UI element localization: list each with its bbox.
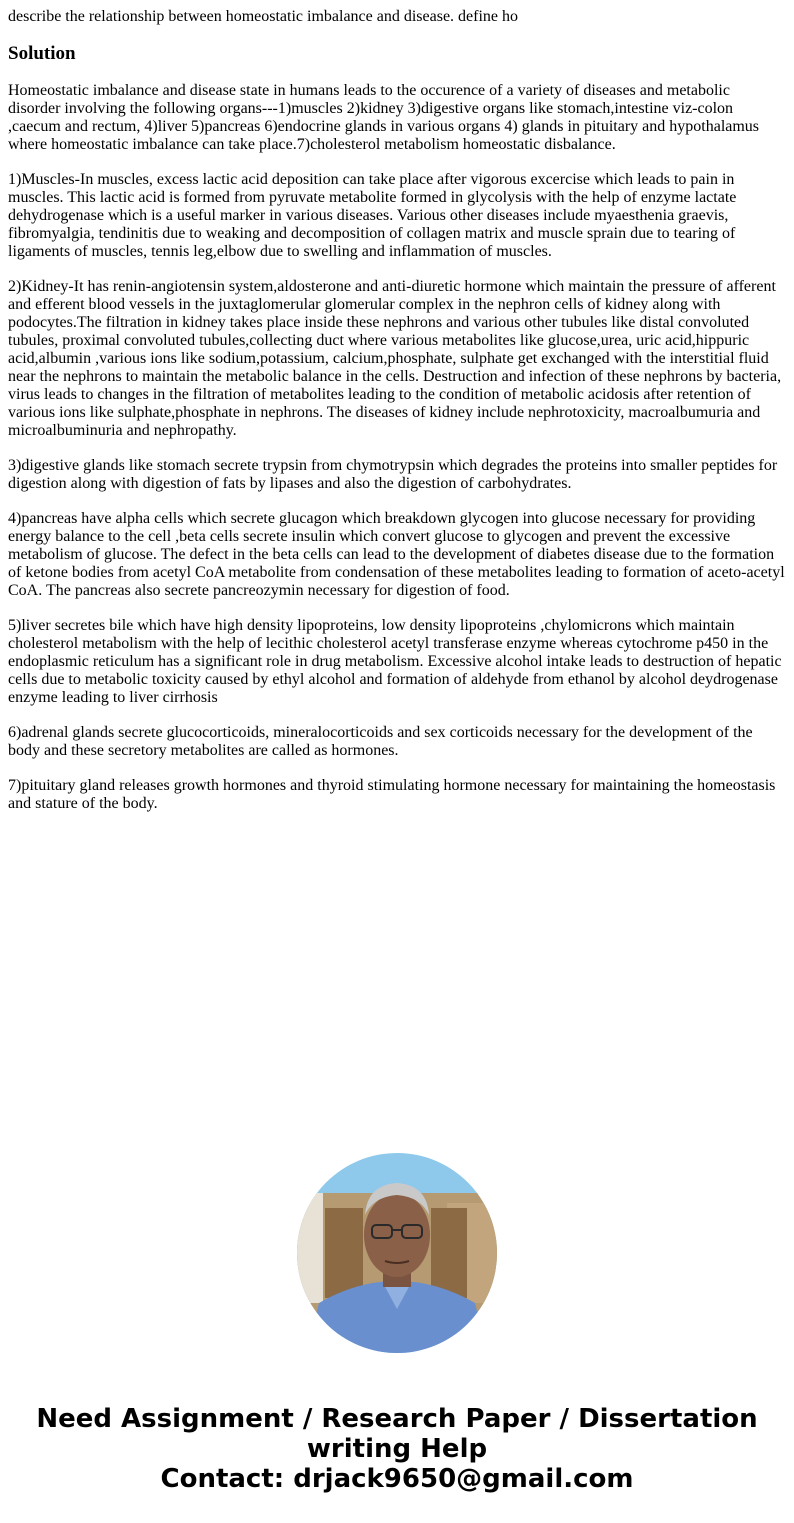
author-avatar <box>297 1153 497 1353</box>
solution-paragraph: Homeostatic imbalance and disease state in humans leads to the occurence of a variety of diseases and metabolic disorder involving the following organs---1)muscles 2)kidney 3)digestive organs like stomach,intestine viz-colon ,caecum and rectum, 4)liver 5)pancreas 6)endocrine glands in various organs 4) glands in pituitary and hypothalamus where homeostatic imbalance can take place.7)cholesterol metabolism homeostatic disbalance. <box>8 82 760 153</box>
solution-paragraph: 1)Muscles-In muscles, excess lactic acid deposition can take place after vigorous excercise which leads to pain in muscles. This lactic acid is formed from pyruvate metabolite formed in glycolysis with the help of enzyme lactate dehydrogenase which is a useful marker in various diseases. Various other diseases include myaesthenia graevis, fibromyalgia, tendinitis due to weaking and decomposition of collagen matrix and muscle sprain due to tearing of ligaments of muscles, tennis leg,elbow due to swelling and inflammation of muscles. <box>8 171 737 260</box>
promo-banner <box>0 1404 794 1494</box>
solution-heading: Solution <box>8 43 76 64</box>
solution-paragraph: 4)pancreas have alpha cells which secrete glucagon which breakdown glycogen into glucose necessary for providing energy balance to the cell ,beta cells secrete insulin which convert glucose to glycogen and prevent the excessive metabolism of glucose. The defect in the beta cells can lead to the development of diabetes disease due to the formation of ketone bodies from acetyl CoA metabolite from condensation of these metabolites leading to formation of aceto-acetyl CoA. The pancreas also secrete pancreozymin necessary for digestion of food. <box>8 510 785 599</box>
solution-paragraph: 3)digestive glands like stomach secrete trypsin from chymotrypsin which degrades the proteins into smaller peptides for digestion along with digestion of fats by lipases and also the digestion of carbohydrates. <box>8 457 778 492</box>
solution-paragraph: 5)liver secretes bile which have high density lipoproteins, low density lipoproteins ,chylomicrons which maintain cholesterol metabolism with the help of lecithic cholesterol acetyl transferase enzyme whereas cytochrome p450 in the endoplasmic reticulum has a significant role in drug metabolism. Excessive alcohol intake leads to destruction of hepatic cells due to metabolic toxicity caused by ethyl alcohol and formation of aldehyde from ethanol by alcohol deydrogenase enzyme leading to liver cirrhosis <box>8 617 782 706</box>
document-content <box>8 0 786 813</box>
question-text: describe the relationship between homeostatic imbalance and disease. define ho <box>8 8 519 25</box>
solution-paragraph: 2)Kidney-It has renin-angiotensin system,aldosterone and anti-diuretic hormone which maintain the pressure of afferent and efferent blood vessels in the juxtaglomerular glomerular complex in the nephron cells of kidney along with podocytes.The filtration in kidney takes place inside these nephrons and various other tubules like distal convoluted tubules, proximal convoluted tubules,collecting duct where various metabolites like glucose,urea, uric acid,hippuric acid,albumin ,various ions like sodium,potassium, calcium,phosphate, sulphate get exchanged with the interstitial fluid near the nephrons to maintain the metabolic balance in the cells. Destruction and infection of these nephrons by bacteria, virus leads to changes in the filtration of metabolites leading to the condition of metabolic acidosis after retention of various ions like sulphate,phosphate in nephrons. The diseases of kidney include nephrotoxicity, macroalbumuria and microalbuminuria and nephropathy. <box>8 278 782 439</box>
solution-paragraph: 6)adrenal glands secrete glucocorticoids, mineralocorticoids and sex corticoids necessary for the development of the body and these secretory metabolites are called as hormones. <box>8 724 753 759</box>
author-photo <box>297 1153 497 1353</box>
solution-paragraph: 7)pituitary gland releases growth hormones and thyroid stimulating hormone necessary for maintaining the homeostasis and stature of the body. <box>8 777 776 812</box>
promo-headline: Need Assignment / Research Paper / Dissertation writing Help <box>36 1404 758 1464</box>
promo-contact: Contact: drjack9650@gmail.com <box>160 1464 634 1494</box>
